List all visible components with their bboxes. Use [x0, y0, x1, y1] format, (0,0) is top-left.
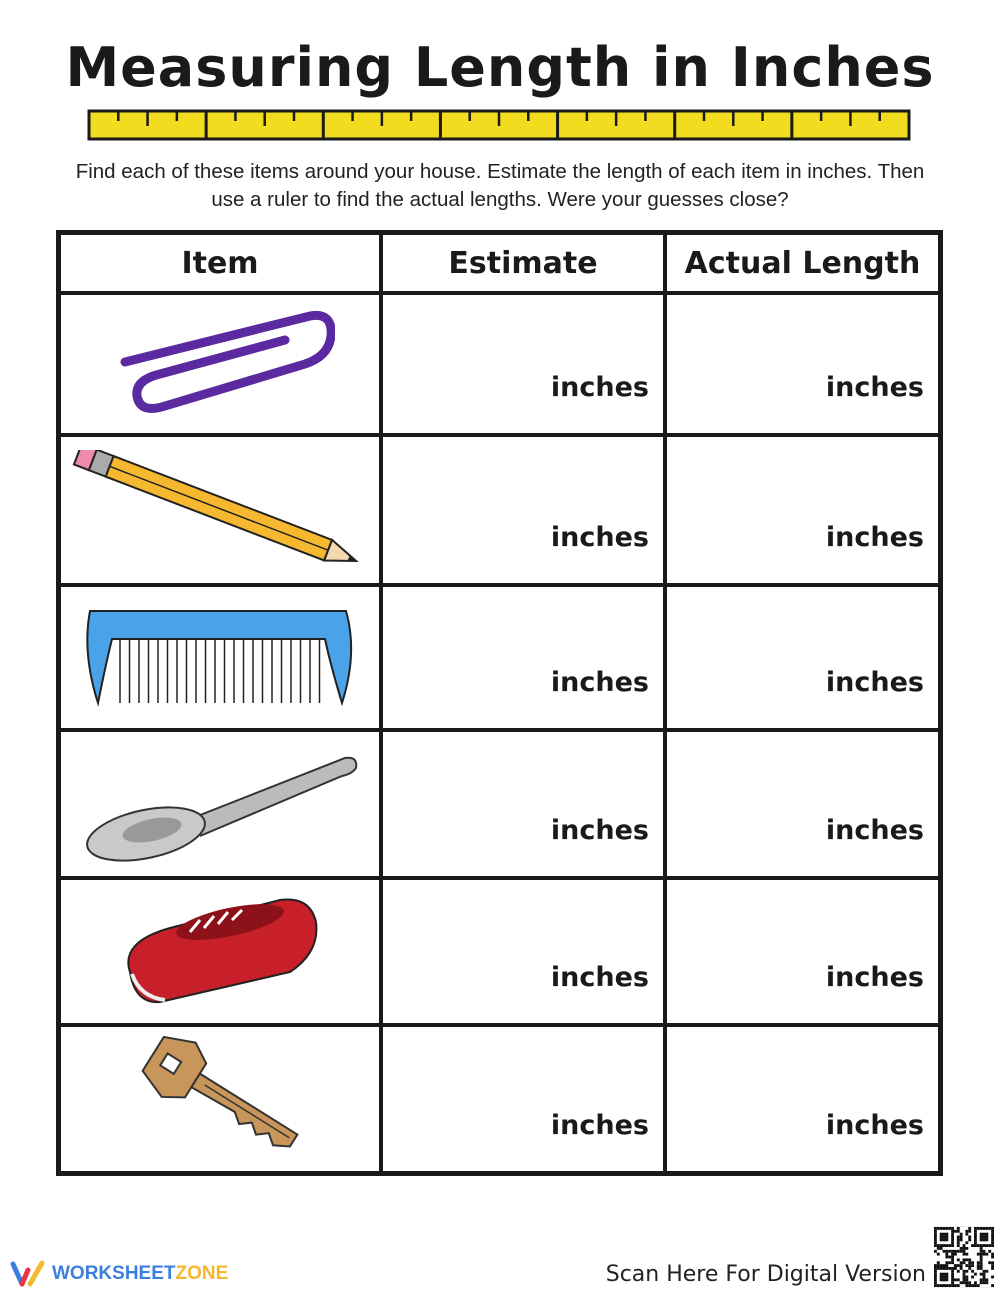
table-row: [59, 878, 941, 1025]
actual-cell[interactable]: inches: [665, 730, 941, 878]
table-row: [59, 730, 941, 878]
ruler-graphic: [87, 109, 911, 141]
worksheetzone-logo-icon: [10, 1260, 48, 1288]
estimate-cell[interactable]: inches: [381, 293, 665, 435]
scan-text: Scan Here For Digital Version: [605, 1262, 926, 1287]
pencil-image: [59, 435, 382, 585]
estimate-cell[interactable]: inches: [381, 585, 665, 730]
comb-image: [59, 585, 382, 730]
actual-cell[interactable]: inches: [665, 878, 941, 1025]
actual-cell[interactable]: inches: [665, 1025, 941, 1173]
table-row: [59, 1025, 941, 1173]
actual-cell[interactable]: inches: [665, 293, 941, 435]
table-row: [59, 435, 941, 585]
worksheetzone-logo[interactable]: [10, 1260, 228, 1288]
header-item: Item: [59, 233, 382, 294]
instructions: Find each of these items around your house. Estimate the length of each item in inches. Then use a ruler to find the actual lengths. Were your guesses close?: [75, 160, 925, 211]
key-image: [59, 1025, 382, 1173]
table-header-row: [59, 233, 941, 294]
table-row: [59, 585, 941, 730]
header-actual-length: Actual Length: [665, 233, 941, 294]
estimate-cell[interactable]: inches: [381, 878, 665, 1025]
table-row: [59, 293, 941, 435]
spoon-image: [59, 730, 382, 878]
estimate-cell[interactable]: inches: [381, 435, 665, 585]
estimate-cell[interactable]: inches: [381, 730, 665, 878]
actual-cell[interactable]: inches: [665, 435, 941, 585]
brand-name-zone: ZONE: [175, 1263, 229, 1284]
page-title: Measuring Length in Inches: [65, 36, 935, 99]
qr-code[interactable]: [934, 1226, 994, 1288]
shoe-image: [59, 878, 382, 1025]
measurement-table: [56, 230, 943, 1176]
brand-name-worksheet: WORKSHEET: [52, 1263, 176, 1284]
actual-cell[interactable]: inches: [665, 585, 941, 730]
estimate-cell[interactable]: inches: [381, 1025, 665, 1173]
header-estimate: Estimate: [381, 233, 665, 294]
paperclip-image: [59, 293, 382, 435]
